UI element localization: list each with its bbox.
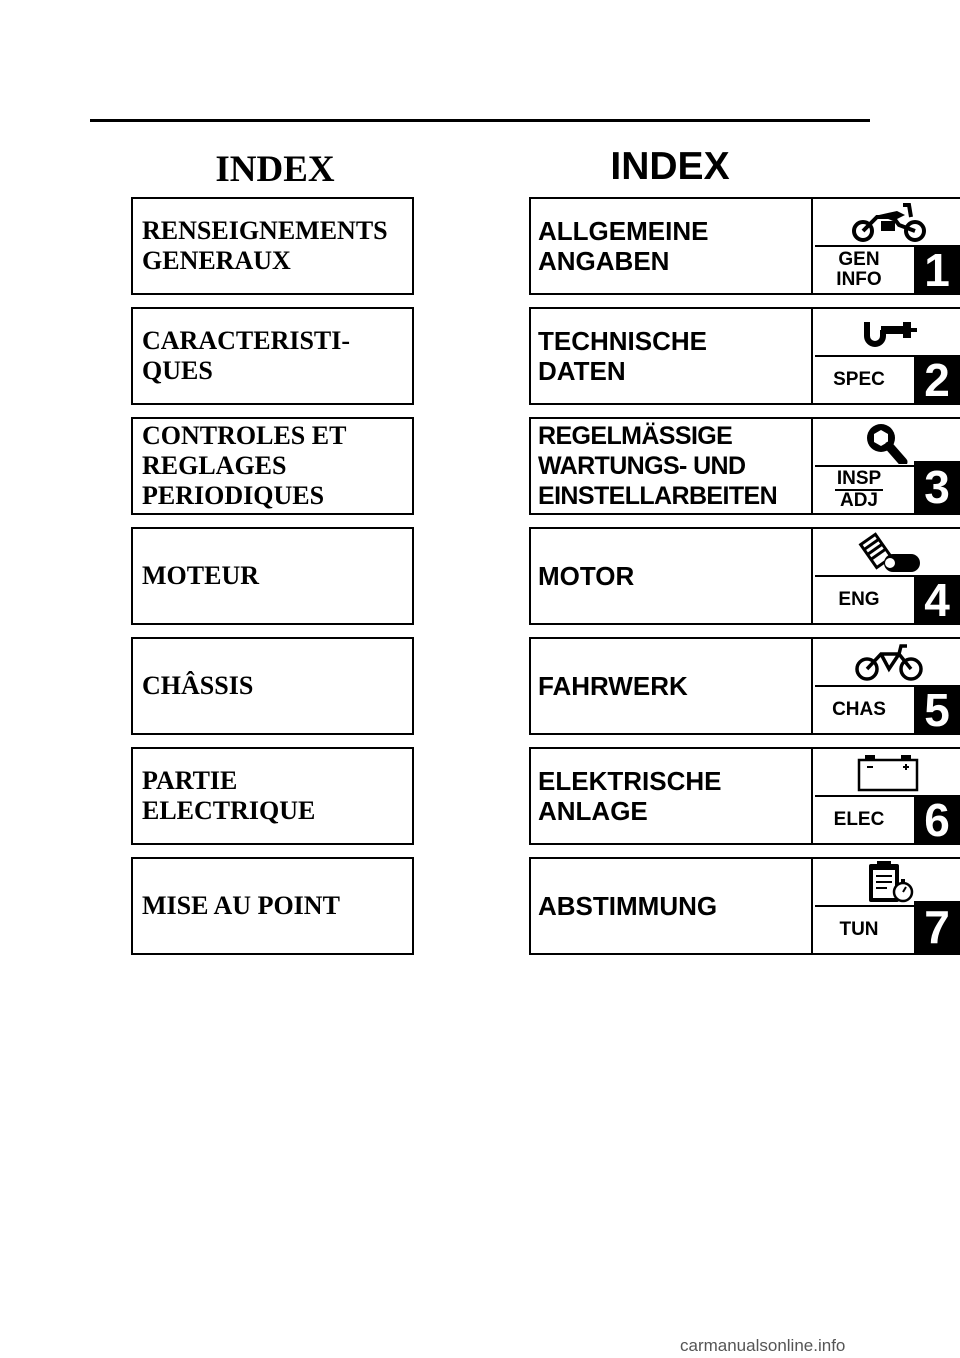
fr-section-label: MOTEUR [142,561,259,590]
de-section-engine[interactable] [529,527,960,625]
section-number: 7 [914,901,960,953]
section-number: 1 [914,247,960,293]
fr-section-label: MISE AU POINT [142,891,340,920]
section-abbreviation: ENG [838,589,880,610]
de-section-general-info[interactable] [529,197,960,295]
de-section-chassis[interactable] [529,637,960,735]
section-abbreviation: TUN [839,919,879,940]
section-number: 2 [914,357,960,403]
section-abbreviation: ELEC [833,809,885,830]
de-section-label: ELEKTRISCHE ANLAGE [538,766,722,826]
watermark: carmanualsonline.info [680,1336,846,1355]
section-number: 3 [914,461,960,513]
de-section-specifications[interactable] [529,307,960,405]
index-title-german: INDEX [610,145,730,188]
caliper-icon [815,309,960,357]
fr-section-general-info[interactable] [131,197,414,295]
section-number: 4 [914,577,960,623]
section-abbreviation: SPEC [833,369,885,390]
wrench-icon [815,419,960,467]
section-abbreviation: CHAS [832,699,886,720]
fr-section-label: CONTROLES ET REGLAGES PERIODIQUES [142,421,347,510]
de-section-label: REGELMÄSSIGE WARTUNGS- UND EINSTELLARBEITEN [538,422,778,510]
section-abbreviation: GEN INFO [836,249,882,290]
de-section-label: ABSTIMMUNG [538,891,718,921]
fr-section-chassis[interactable] [131,637,414,735]
fr-section-tuning[interactable] [131,857,414,955]
fr-section-specifications[interactable] [131,307,414,405]
bicycle-frame-icon [815,639,960,687]
top-rule [90,119,870,122]
de-section-label: FAHRWERK [538,671,688,701]
section-abbreviation: $\frac{\text{INSP}}{\text{ADJ}}$ [836,468,882,511]
battery-icon [815,749,960,797]
section-number: 6 [914,797,960,843]
de-section-label: TECHNISCHE DATEN [538,326,708,386]
de-section-inspection[interactable] [529,417,960,515]
fr-section-label: CHÂSSIS [142,671,254,700]
de-section-electrical[interactable] [529,747,960,845]
fr-section-label: CARACTERISTI- QUES [142,326,351,385]
fr-section-inspection[interactable] [131,417,414,515]
index-title-french: INDEX [215,149,335,190]
fr-section-label: PARTIE ELECTRIQUE [142,766,316,825]
fr-section-electrical[interactable] [131,747,414,845]
motorcycle-icon [815,199,960,247]
fr-section-engine[interactable] [131,527,414,625]
de-section-label: ALLGEMEINE ANGABEN [538,216,709,276]
section-number: 5 [914,687,960,733]
de-section-tuning[interactable] [529,857,960,955]
de-section-label: MOTOR [538,561,635,591]
clipboard-stopwatch-icon [815,859,960,907]
fr-section-label: RENSEIGNEMENTS GENERAUX [142,216,388,275]
engine-spark-plug-icon [815,529,960,577]
